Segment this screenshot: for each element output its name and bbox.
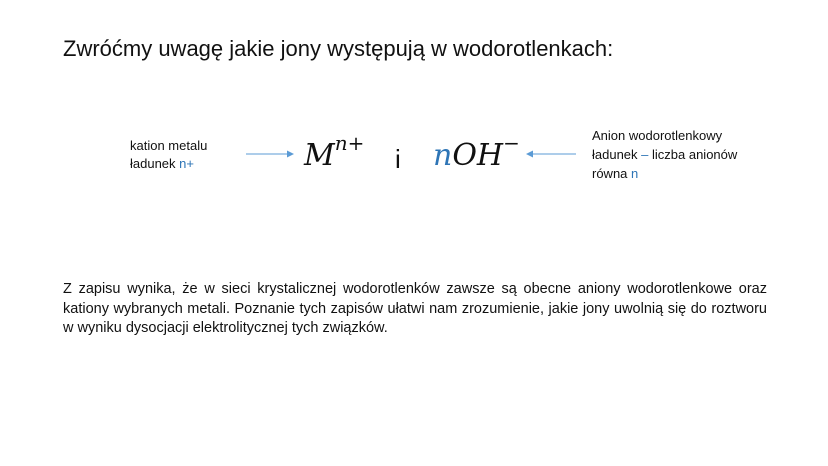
cation-superscript: n+: [334, 131, 365, 155]
anion-label-line1: Anion wodorotlenkowy: [592, 128, 723, 143]
cation-label-line2: [130, 155, 207, 173]
anion-formula: [433, 131, 520, 173]
cation-label-line1: kation metalu: [130, 138, 208, 153]
conjunction-i: i: [395, 144, 401, 174]
anion-label-line2: [592, 145, 737, 164]
arrow-to-anion-icon: [526, 148, 576, 160]
anion-charge-prefix: ładunek: [592, 147, 642, 162]
cation-symbol: M: [304, 138, 335, 173]
anion-label-line3: [592, 164, 737, 183]
anion-label: [592, 126, 737, 183]
anion-superscript: −: [503, 131, 520, 155]
anion-charge-dash: –: [641, 147, 649, 162]
anion-count-prefix: równa: [592, 166, 632, 181]
anion-charge-suffix: liczba anionów: [648, 147, 738, 162]
explanation-paragraph: Z zapisu wynika, że w sieci krystalicznej wodorotlenków zawsze są obecne aniony wodorotlenkowe oraz kationy wybranych metali. Poznanie tych zapisów ułatwi nam zrozumienie, jakie jony uwolnią się do roztworu w wyniku dysocjacji elektrolitycznej tych związków.: [63, 281, 767, 336]
cation-formula: [304, 131, 365, 173]
cation-label: [130, 137, 207, 173]
cation-charge-value: n+: [179, 156, 194, 171]
cation-charge-prefix: ładunek: [130, 156, 180, 171]
arrow-to-cation-icon: [246, 148, 294, 160]
slide-title: Zwróćmy uwagę jakie jony występują w wodorotlenkach:: [63, 36, 614, 61]
anion-count-n: n: [631, 166, 639, 181]
anion-symbol: OH: [452, 138, 504, 173]
anion-coefficient: n: [433, 138, 453, 173]
